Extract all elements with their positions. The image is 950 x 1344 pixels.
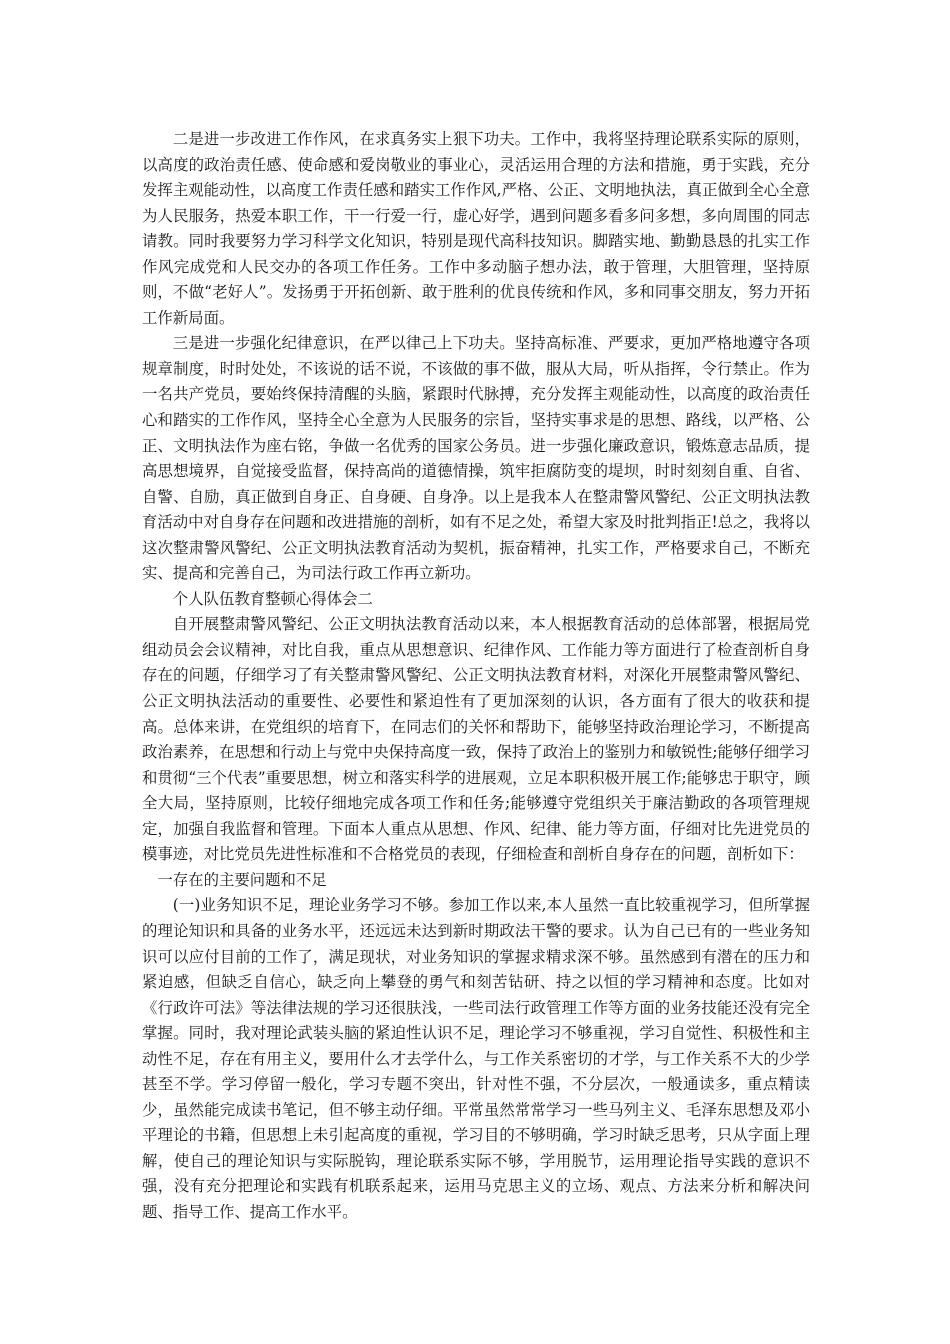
paragraph-introduction: 自开展整肃警风警纪、公正文明执法教育活动以来，本人根据教育活动的总体部署，根据局党组动员会会议精神，对比自我，重点从思想意识、纪律作风、工作能力等方面进行了检查剖析自身存在的问题，仔细学习了有关整肃警风警纪、公正文明执法教育材料，对深化开展整肃警风警纪、公正文明执法活动的重要性、必要性和紧迫性有了更加深刻的认识，各方面有了很大的收获和提高。总体来讲，在党组织的培育下，在同志们的关怀和帮助下，能够坚持政治理论学习，不断提高政治素养，在思想和行动上与党中央保持高度一致，保持了政治上的鉴别力和敏锐性;能够仔细学习和贯彻“三个代表”重要思想，树立和落实科学的进展观，立足本职积极开展工作;能够忠于职守，顾全大局，坚持原则，比较仔细地完成各项工作和任务;能够遵守党组织关于廉洁勤政的各项管理规定，加强自我监督和管理。下面本人重点从思想、作风、纪律、能力等方面，仔细对比先进党员的模事迹，对比党员先进性标准和不合格党员的表现，仔细检查和剖析自身存在的问题，剖析如下： [142, 615, 810, 864]
paragraph-work-style: 二是进一步改进工作作风，在求真务实上狠下功夫。工作中，我将坚持理论联系实际的原则，以高度的政治责任感、使命感和爱岗敬业的事业心，灵活运用合理的方法和措施，勇于实践，充分发挥主观能动性，以高度工作责任感和踏实工作作风,严格、公正、文明地执法，真正做到全心全意为人民服务，热爱本职工作，干一行爱一行，虚心好学，遇到问题多看多问多想，多向周围的同志请教。同时我要努力学习科学文化知识，特别是现代高科技知识。脚踏实地、勤勤恳恳的扎实工作作风完成党和人民交办的各项工作任务。工作中多动脑子想办法，敢于管理，大胆管理，坚持原则，不做“老好人”。发扬勇于开拓创新、敢于胜利的优良传统和作风，多和同事交朋友，努力开拓工作新局面。 [142, 130, 810, 327]
document-body [142, 127, 810, 1226]
subsection-title: 一存在的主要问题和不足 [157, 870, 327, 889]
paragraph-discipline: 三是进一步强化纪律意识，在严以律己上下功夫。坚持高标准、严要求，更加严格地遵守各项规章制度，时时处处，不该说的话不说，不该做的事不做，服从大局，听从指挥，令行禁止。作为一名共产党员，要始终保持清醒的头脑，紧跟时代脉搏，充分发挥主观能动性，以高度的政治责任心和踏实的工作作风，坚持全心全意为人民服务的宗旨，坚持实事求是的思想、路线，以严格、公正、文明执法作为座右铭，争做一名优秀的国家公务员。进一步强化廉政意识，锻炼意志品质，提高思想境界，自觉接受监督，保持高尚的道德情操，筑牢拒腐防变的堤坝，时时刻刻自重、自省、自警、自励，真正做到自身正、自身硬、自身净。以上是我本人在整肃警风警纪、公正文明执法教育活动中对自身存在问题和改进措施的剖析，如有不足之处，希望大家及时批判指正!总之，我将以这次整肃警风警纪、公正文明执法教育活动为契机，振奋精神，扎实工作，严格要求自己，不断充实、提高和完善自己，为司法行政工作再立新功。 [142, 334, 810, 583]
paragraph-knowledge: (一)业务知识不足，理论业务学习不够。参加工作以来,本人虽然一直比较重视学习，但所掌握的理论知识和具备的业务水平，还远远未达到新时期政法干警的要求。认为自己已有的一些业务知识可以应付目前的工作了，满足现状，对业务知识的掌握求精求深不够。虽然感到有潜在的压力和紧迫感，但缺乏自信心，缺乏向上攀登的勇气和刻苦钻研、持之以恒的学习精神和态度。比如对《行政许可法》等法律法规的学习还很肤浅，一些司法行政管理工作等方面的业务技能还没有完全掌握。同时，我对理论武装头脑的紧迫性认识不足，理论学习不够重视，学习自觉性、积极性和主动性不足，存在有用主义，要用什么才去学什么，与工作关系密切的才学，与工作关系不大的少学甚至不学。学习停留一般化，学习专题不突出，针对性不强，不分层次，一般通读多，重点精读少，虽然能完成读书笔记，但不够主动仔细。平常虽然常常学习一些马列主义、毛泽东思想及邓小平理论的书籍，但思想上未引起高度的重视，学习目的不够明确，学习时缺乏思考，只从字面上理解，使自己的理论知识与实际脱钩，理论联系实际不够，学用脱节，运用理论指导实践的意识不强，没有充分把理论和实践有机联系起来，运用马克思主义的立场、观点、方法来分析和解决问题、指导工作、提高工作水平。 [142, 896, 810, 1221]
section-title: 个人队伍教育整顿心得体会二 [172, 589, 373, 608]
